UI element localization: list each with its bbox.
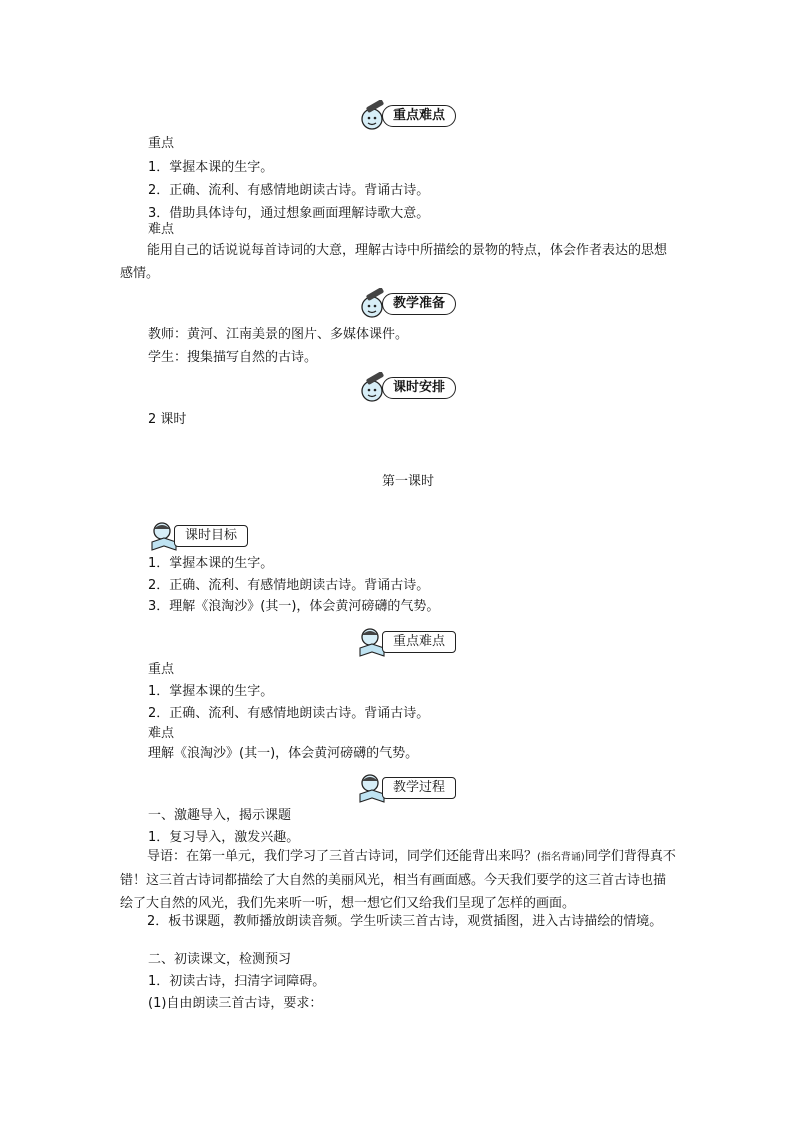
badge-schedule: [356, 372, 468, 398]
lesson-key-label: 重点: [148, 662, 175, 677]
key-item-2: 2．正确、流利、有感情地朗读古诗。背诵古诗。: [148, 183, 430, 198]
badge-lesson-key: [356, 626, 468, 652]
teacher-prep: 教师：黄河、江南美景的图片、多媒体课件。: [148, 327, 409, 342]
process-heading-1: 一、激趣导入，揭示课题: [148, 808, 292, 823]
student-prep: 学生：搜集描写自然的古诗。: [148, 350, 318, 365]
goal-3: 3．理解《浪淘沙》(其一)，体会黄河磅礴的气势。: [148, 599, 440, 614]
goal-1: 1．掌握本课的生字。: [148, 556, 274, 571]
lesson-diff-label: 难点: [148, 726, 175, 741]
process-step-2: 2．板书课题，教师播放朗读音频。学生听读三首古诗，观赏插图，进入古诗描绘的情境。: [147, 914, 663, 929]
process-heading-2: 二、初读课文，检测预习: [148, 952, 292, 967]
lesson-title: 第一课时: [382, 474, 435, 489]
process-step-4: (1)自由朗读三首古诗，要求：: [148, 996, 323, 1011]
intro-paragraph: [120, 845, 676, 915]
badge-preparation: [356, 288, 468, 314]
intro-text-a: 导语：在第一单元，我们学习了三首古诗词，同学们还能背出来吗？: [147, 849, 538, 864]
lesson-key-item-1: 1．掌握本课的生字。: [148, 684, 274, 699]
process-step-3: 1．初读古诗，扫清字词障碍。: [148, 974, 326, 989]
intro-text-b: 同学们背得真不错！这三首古诗词都描绘了大自然的美丽风光，相当有画面感。今天我们要学的这三首古诗也描绘了大自然的风光，我们先来听一听，想一想它们又给我们呈现了怎样的画面。: [120, 849, 676, 911]
badge-label: 教学过程: [382, 777, 456, 799]
diff-label: 难点: [148, 222, 175, 237]
goal-2: 2．正确、流利、有感情地朗读古诗。背诵古诗。: [148, 578, 430, 593]
badge-label: 课时安排: [382, 377, 456, 399]
badge-label: 课时目标: [174, 525, 248, 547]
lesson-key-item-2: 2．正确、流利、有感情地朗读古诗。背诵古诗。: [148, 706, 430, 721]
badge-process: [356, 772, 468, 798]
process-step-1: 1．复习导入，激发兴趣。: [148, 830, 300, 845]
badge-label: 重点难点: [382, 105, 456, 127]
badge-key-difficult: [356, 100, 468, 126]
intro-note: (指名背诵): [537, 852, 585, 863]
key-label: 重点: [148, 136, 175, 151]
badge-lesson-goals: [148, 520, 260, 546]
badge-label: 教学准备: [382, 293, 456, 315]
lesson-diff-text: 理解《浪淘沙》(其一)，体会黄河磅礴的气势。: [148, 746, 419, 761]
class-hours: 2 课时: [148, 412, 187, 427]
key-item-1: 1．掌握本课的生字。: [148, 160, 274, 175]
key-item-3: 3．借助具体诗句，通过想象画面理解诗歌大意。: [148, 206, 430, 221]
diff-text: 能用自己的话说说每首诗词的大意，理解古诗中所描绘的景物的特点，体会作者表达的思想感情。: [120, 243, 668, 281]
badge-label: 重点难点: [382, 631, 456, 653]
